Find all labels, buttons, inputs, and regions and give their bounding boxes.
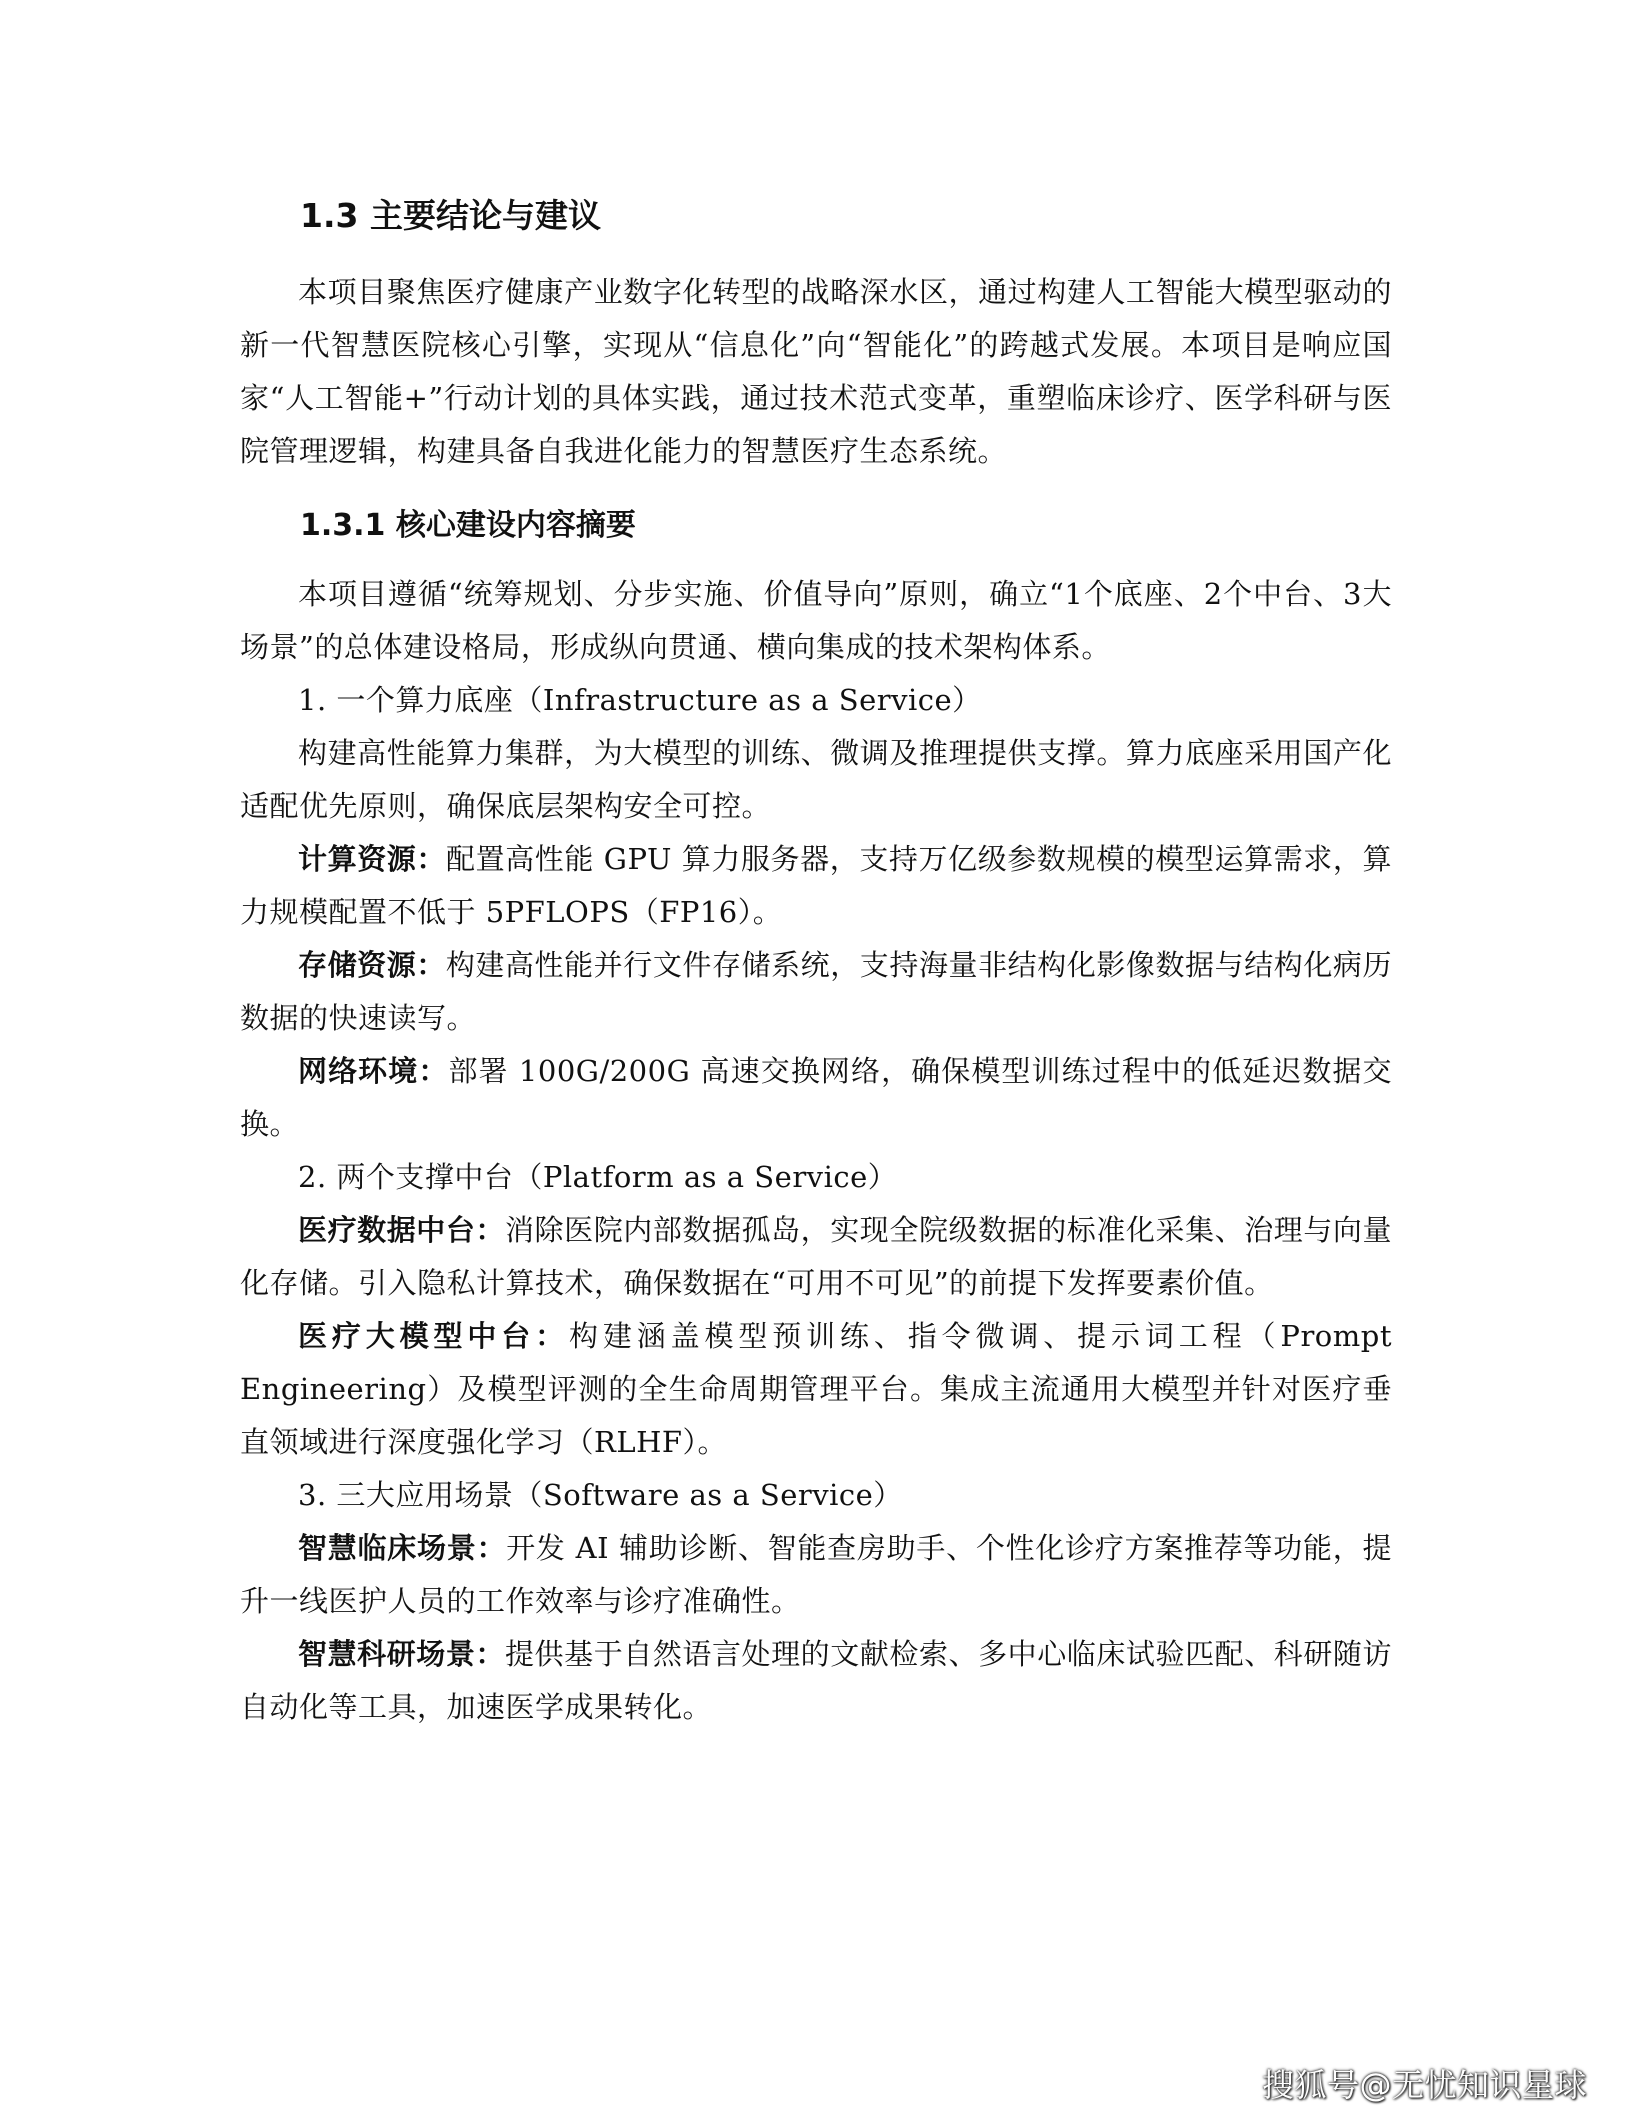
research-scene-text: 提供基于自然语言处理的文献检索、多中心临床试验匹配、科研随访自动化等工具，加速医学成果转化。 xyxy=(240,1637,1392,1724)
item1-title: 1. 一个算力底座（Infrastructure as a Service） xyxy=(298,683,982,717)
document-content xyxy=(240,188,1392,1734)
section-title: 1.3 主要结论与建议 xyxy=(300,196,601,235)
research-scene-label: 智慧科研场景： xyxy=(298,1637,505,1671)
watermark-text: 搜狐号@无忧知识星球 xyxy=(1262,2066,1588,2104)
network-paragraph xyxy=(240,1045,1392,1151)
data-platform-label: 医疗数据中台： xyxy=(298,1213,505,1247)
compute-label: 计算资源： xyxy=(298,842,446,876)
summary-paragraph: 本项目遵循“统筹规划、分步实施、价值导向”原则，确立“1个底座、2个中台、3大场景”的总体建设格局，形成纵向贯通、横向集成的技术架构体系。 xyxy=(240,577,1392,664)
data-platform-text: 消除医院内部数据孤岛，实现全院级数据的标准化采集、治理与向量化存储。引入隐私计算技术，确保数据在“可用不可见”的前提下发挥要素价值。 xyxy=(240,1213,1392,1300)
network-label: 网络环境： xyxy=(298,1054,449,1088)
clinical-scene-paragraph xyxy=(240,1522,1392,1628)
storage-resource-paragraph xyxy=(240,939,1392,1045)
compute-resource-paragraph xyxy=(240,833,1392,939)
data-platform-paragraph xyxy=(240,1204,1392,1310)
intro-paragraph: 本项目聚焦医疗健康产业数字化转型的战略深水区，通过构建人工智能大模型驱动的新一代智慧医院核心引擎，实现从“信息化”向“智能化”的跨越式发展。本项目是响应国家“人工智能+”行动计划的具体实践，通过技术范式变革，重塑临床诊疗、医学科研与医院管理逻辑，构建具备自我进化能力的智慧医疗生态系统。 xyxy=(240,275,1392,468)
subsection-title: 1.3.1 核心建设内容摘要 xyxy=(300,508,636,543)
model-platform-paragraph xyxy=(240,1310,1392,1469)
clinical-scene-label: 智慧临床场景： xyxy=(298,1531,507,1565)
network-text: 部署 100G/200G 高速交换网络，确保模型训练过程中的低延迟数据交换。 xyxy=(240,1054,1392,1141)
item3-title: 3. 三大应用场景（Software as a Service） xyxy=(298,1478,903,1512)
model-platform-text: 构建涵盖模型预训练、指令微调、提示词工程（Prompt Engineering）及模型评测的全生命周期管理平台。集成主流通用大模型并针对医疗垂直领域进行深度强化学习（RLHF）。 xyxy=(240,1319,1392,1459)
item1-desc: 构建高性能算力集群，为大模型的训练、微调及推理提供支撑。算力底座采用国产化适配优先原则，确保底层架构安全可控。 xyxy=(240,736,1392,823)
storage-text: 构建高性能并行文件存储系统，支持海量非结构化影像数据与结构化病历数据的快速读写。 xyxy=(240,948,1392,1035)
clinical-scene-text: 开发 AI 辅助诊断、智能查房助手、个性化诊疗方案推荐等功能，提升一线医护人员的工作效率与诊疗准确性。 xyxy=(240,1531,1392,1618)
compute-text: 配置高性能 GPU 算力服务器，支持万亿级参数规模的模型运算需求，算力规模配置不低于 5PFLOPS（FP16）。 xyxy=(240,842,1392,929)
model-platform-label: 医疗大模型中台： xyxy=(298,1319,570,1353)
item2-title: 2. 两个支撑中台（Platform as a Service） xyxy=(298,1160,898,1194)
research-scene-paragraph xyxy=(240,1628,1392,1734)
storage-label: 存储资源： xyxy=(298,948,446,982)
